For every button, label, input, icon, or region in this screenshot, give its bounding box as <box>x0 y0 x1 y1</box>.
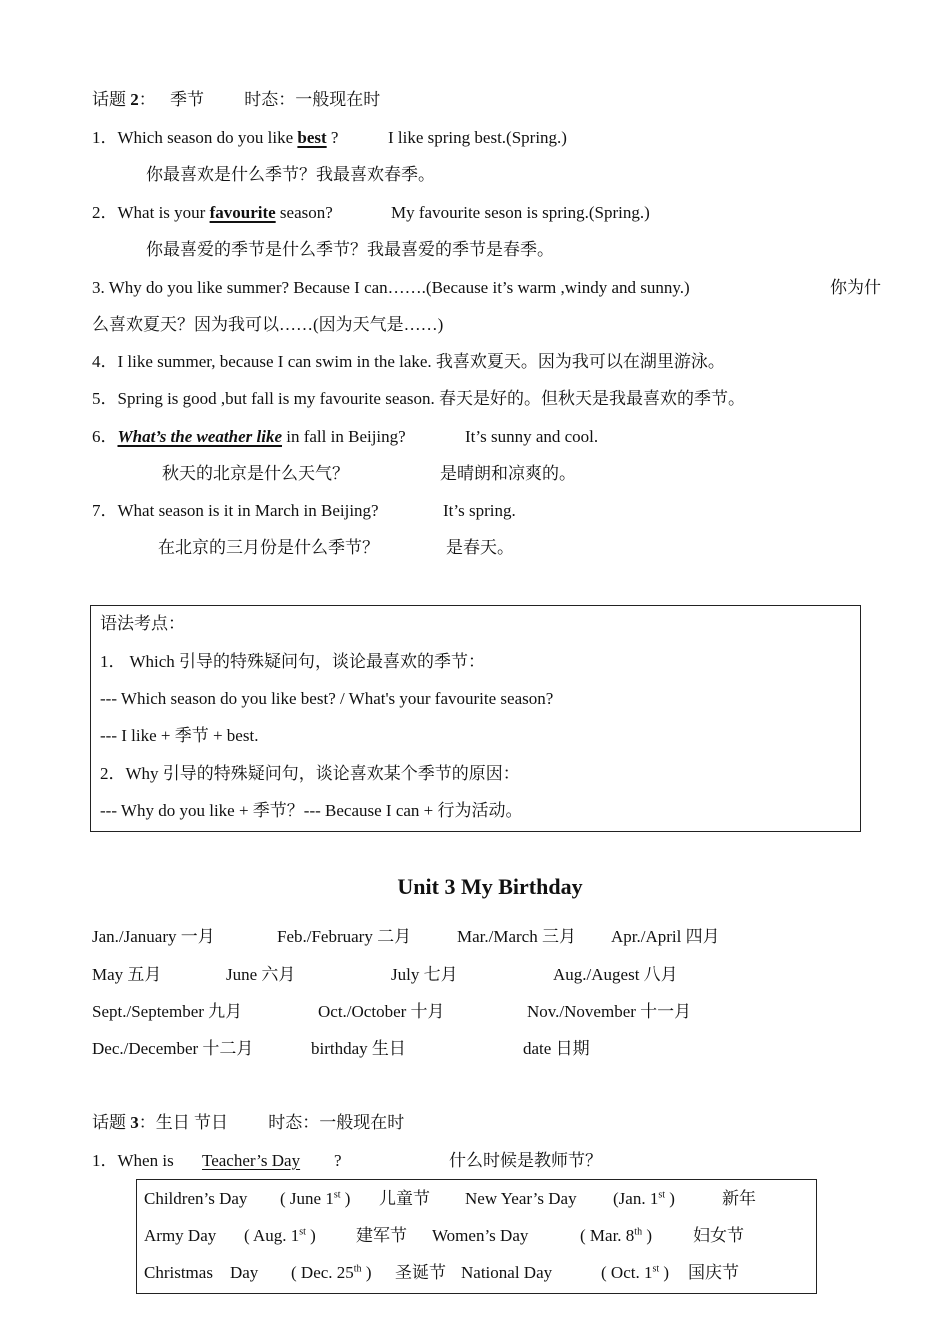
date-suffix: th <box>634 1226 643 1238</box>
topic3-q1-translation: 什么时候是教师节？ <box>449 1151 602 1170</box>
holiday-army-date <box>244 1226 316 1246</box>
month-oct: Oct./October 十月 <box>318 1002 445 1021</box>
item-number: 7． <box>92 501 118 520</box>
item-7-translation-question: 在北京的三月份是什么季节？ <box>158 538 379 557</box>
item-3-translation-start: 你为什 <box>830 278 881 297</box>
key-phrase: What’s the weather like <box>117 427 282 446</box>
heading-topic: 季节 <box>170 90 204 109</box>
date-text: ( Dec. 25 <box>291 1263 354 1282</box>
grammar-line-3: --- I like + 季节 + best. <box>100 726 259 745</box>
key-word: favourite <box>209 203 276 222</box>
item-2-question <box>92 203 333 223</box>
date-close: ) <box>361 1263 372 1282</box>
month-jun: June 六月 <box>226 965 296 984</box>
date-close: ) <box>665 1189 675 1208</box>
holiday-women-date <box>580 1226 652 1246</box>
grammar-line-2: --- Which season do you like best? / What's your favourite season? <box>100 689 554 708</box>
date-close: ) <box>642 1226 652 1245</box>
month-nov: Nov./November 十一月 <box>527 1002 692 1021</box>
month-aug: Aug./Augest 八月 <box>553 965 678 984</box>
date-close: ) <box>340 1189 351 1208</box>
item-number: 2． <box>92 203 118 222</box>
date-suffix: th <box>353 1263 362 1275</box>
topic3-heading <box>92 1113 404 1133</box>
item-2-translation: 你最喜爱的季节是什么季节？我最喜爱的季节是春季。 <box>146 240 554 259</box>
month-jul: July 七月 <box>391 965 458 984</box>
item-number: 1． <box>92 128 118 147</box>
date-text: ( Aug. 1 <box>244 1226 300 1245</box>
date-text: ( Mar. 8 <box>580 1226 635 1245</box>
question-text: What is your <box>117 203 210 222</box>
item-3-line-2: 么喜欢夏天？因为我可以……(因为天气是……) <box>92 315 444 334</box>
date-text: (Jan. 1 <box>613 1189 659 1208</box>
month-sep: Sept./September 九月 <box>92 1002 243 1021</box>
item-5: 5．Spring is good ,but fall is my favourite season. 春天是好的。但秋天是我最喜欢的季节。 <box>92 389 746 408</box>
holiday-christmas-name: Christmas Day <box>144 1263 259 1282</box>
topic3-q1-mark: ? <box>334 1151 342 1170</box>
heading-colon: ： <box>138 90 156 109</box>
item-6-question <box>92 427 406 447</box>
date-suffix: st <box>299 1226 306 1238</box>
holiday-women-name: Women’s Day <box>432 1226 529 1245</box>
item-7-translation-answer: 是春天。 <box>446 538 514 557</box>
question-end: ? <box>326 128 339 147</box>
holiday-women-cn: 妇女节 <box>693 1226 744 1245</box>
item-3-line-1: 3. Why do you like summer? Because I can…….(Because it’s warm ,windy and sunny.) <box>92 278 690 297</box>
heading-tense: 时态：一般现在时 <box>244 90 381 109</box>
item-2-answer: My favourite seson is spring.(Spring.) <box>391 203 650 222</box>
question-text: What season is it in March in Beijing? <box>117 501 379 520</box>
item-1-translation: 你最喜欢是什么季节？我最喜欢春季。 <box>146 165 435 184</box>
month-dec: Dec./December 十二月 <box>92 1039 254 1058</box>
month-apr: Apr./April 四月 <box>611 927 720 946</box>
heading-number: 3 <box>130 1113 139 1132</box>
date-text: ( Oct. 1 <box>601 1263 653 1282</box>
holiday-children-cn: 儿童节 <box>379 1189 430 1208</box>
grammar-box <box>90 605 861 832</box>
date-close: ) <box>659 1263 670 1282</box>
item-7-question <box>92 501 379 521</box>
vocab-date: date 日期 <box>523 1039 590 1058</box>
unit-title: Unit 3 My Birthday <box>397 874 583 899</box>
holiday-army-cn: 建军节 <box>356 1226 407 1245</box>
date-suffix: st <box>658 1189 665 1201</box>
holiday-newyear-cn: 新年 <box>722 1189 756 1208</box>
item-1-answer: I like spring best.(Spring.) <box>388 128 567 147</box>
grammar-title: 语法考点： <box>100 614 185 633</box>
item-6-translation-answer: 是晴朗和凉爽的。 <box>440 464 576 483</box>
holiday-army-name: Army Day <box>144 1226 217 1245</box>
item-6-translation-question: 秋天的北京是什么天气？ <box>162 464 349 483</box>
grammar-line-4: 2．Why 引导的特殊疑问句，谈论喜欢某个季节的原因： <box>100 764 520 783</box>
holiday-national-date <box>601 1263 669 1283</box>
month-mar: Mar./March 三月 <box>457 927 576 946</box>
month-feb: Feb./February 二月 <box>277 927 412 946</box>
item-number: 6． <box>92 427 118 446</box>
item-6-answer: It’s sunny and cool. <box>465 427 599 446</box>
heading-label: 话题 <box>92 1113 126 1132</box>
heading-tense: 时态：一般现在时 <box>268 1113 405 1132</box>
topic3-q1-blank: Teacher’s Day <box>202 1151 301 1170</box>
month-may: May 五月 <box>92 965 162 984</box>
holiday-national-name: National Day <box>461 1263 553 1282</box>
question-end: season? <box>275 203 333 222</box>
vocab-birthday: birthday 生日 <box>311 1039 406 1058</box>
date-suffix: st <box>333 1189 341 1201</box>
heading-number: 2 <box>130 90 139 109</box>
topic2-heading <box>92 90 380 110</box>
holiday-newyear-date <box>613 1189 675 1209</box>
date-text: ( June 1 <box>280 1189 334 1208</box>
date-close: ) <box>305 1226 316 1245</box>
grammar-line-5: --- Why do you like + 季节？--- Because I can + 行为活动。 <box>100 801 523 820</box>
holiday-newyear-name: New Year’s Day <box>465 1189 577 1208</box>
heading-label: 话题 <box>92 90 126 109</box>
holiday-national-cn: 国庆节 <box>688 1263 739 1282</box>
item-7-answer: It’s spring. <box>443 501 516 520</box>
holiday-christmas-date <box>291 1263 371 1283</box>
topic3-q1-prefix: 1．When is <box>92 1151 174 1170</box>
item-4: 4．I like summer, because I can swim in the lake. 我喜欢夏天。因为我可以在湖里游泳。 <box>92 352 725 371</box>
holiday-children-date <box>280 1189 350 1209</box>
key-word: best <box>297 128 327 147</box>
item-1-question <box>92 128 338 148</box>
holiday-children-name: Children’s Day <box>144 1189 248 1208</box>
grammar-line-1: 1． Which 引导的特殊疑问句，谈论最喜欢的季节： <box>100 652 486 671</box>
month-jan: Jan./January 一月 <box>92 927 215 946</box>
heading-topic: ：生日 节日 <box>138 1113 228 1132</box>
holiday-christmas-cn: 圣诞节 <box>395 1263 446 1282</box>
question-text: Which season do you like <box>117 128 298 147</box>
question-end: in fall in Beijing? <box>282 427 406 446</box>
date-suffix: st <box>652 1263 660 1275</box>
